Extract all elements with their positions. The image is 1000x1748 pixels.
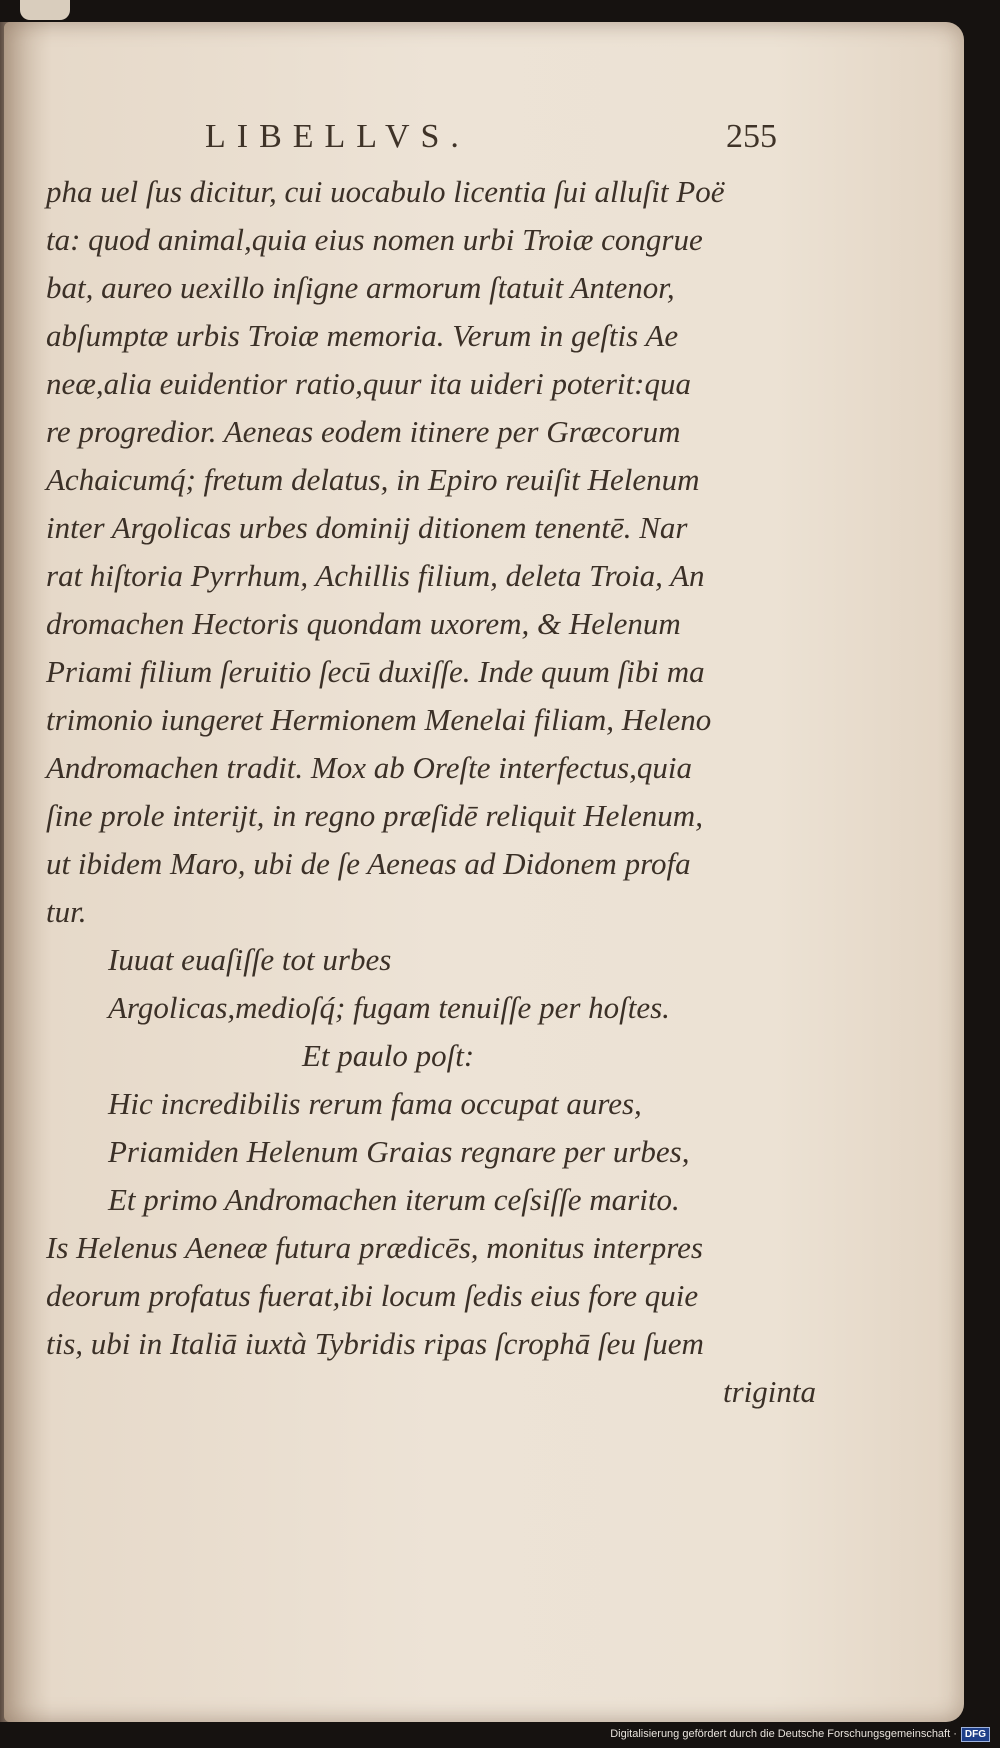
prose-line: ta: quod animal,quia eius nomen urbi Troiæ congrue (46, 222, 703, 257)
verse-line: Iuuat euaſiſſe tot urbes (108, 942, 392, 977)
prose-line: neæ,alia euidentior ratio,quur ita uideri poterit:qua (46, 366, 691, 401)
prose-line: re progredior. Aeneas eodem itinere per Græcorum (46, 414, 681, 449)
running-head (0, 118, 1000, 158)
prose-line: tur. (46, 894, 87, 929)
prose-line: rat hiſtoria Pyrrhum, Achillis filium, deleta Troia, An (46, 558, 705, 593)
prose-line: deorum profatus fuerat,ibi locum ſedis eius fore quie (46, 1278, 699, 1313)
verse-line: Et primo Andromachen iterum ceſsiſſe marito. (108, 1182, 680, 1217)
prose-line: pha uel ſus dicitur, cui uocabulo licentia ſui alluſit Poë (46, 174, 725, 209)
verse-line: Priamiden Helenum Graias regnare per urbes, (108, 1134, 690, 1169)
prose-line: tis, ubi in Italiā iuxtà Tybridis ripas ſcrophā ſeu ſuem (46, 1326, 704, 1361)
verse-line: Argolicas,medioſq́; fugam tenuiſſe per hoſtes. (108, 990, 670, 1025)
prose-line: Priami filium ſeruitio ſecū duxiſſe. Inde quum ſibi ma (46, 654, 705, 689)
footer-credit: Digitalisierung gefördert durch die Deutsche Forschungsgemeinschaft · (610, 1728, 957, 1740)
dfg-logo-icon: DFG (961, 1727, 990, 1742)
prose-line: inter Argolicas urbes dominij ditionem tenentē. Nar (46, 510, 688, 545)
prose-line: dromachen Hectoris quondam uxorem, & Helenum (46, 606, 681, 641)
verse-line: Hic incredibilis rerum fama occupat aures, (108, 1086, 642, 1121)
digitization-footer (610, 1726, 990, 1742)
prose-line: ut ibidem Maro, ubi de ſe Aeneas ad Didonem profa (46, 846, 691, 881)
prose-line: abſumptæ urbis Troiæ memoria. Verum in geſtis Ae (46, 318, 679, 353)
prose-line: trimonio iungeret Hermionem Menelai filiam, Heleno (46, 702, 712, 737)
prose-line: Achaicumq́; fretum delatus, in Epiro reuiſit Helenum (46, 462, 700, 497)
prose-line: ſine prole interijt, in regno præſidē reliquit Helenum, (46, 798, 703, 833)
prose-line: Andromachen tradit. Mox ab Oreſte interfectus,quia (46, 750, 693, 785)
page-corner (20, 0, 70, 20)
prose-line: Is Helenus Aeneæ futura prædicēs, monitus interpres (46, 1230, 703, 1265)
running-title: LIBELLVS. (205, 118, 470, 155)
page-number: 255 (726, 118, 777, 155)
prose-line: bat, aureo uexillo inſigne armorum ſtatuit Antenor, (46, 270, 675, 305)
transition-line: Et paulo poſt: (302, 1038, 475, 1073)
text-block (46, 168, 816, 1416)
catchword: triginta (722, 1374, 816, 1409)
